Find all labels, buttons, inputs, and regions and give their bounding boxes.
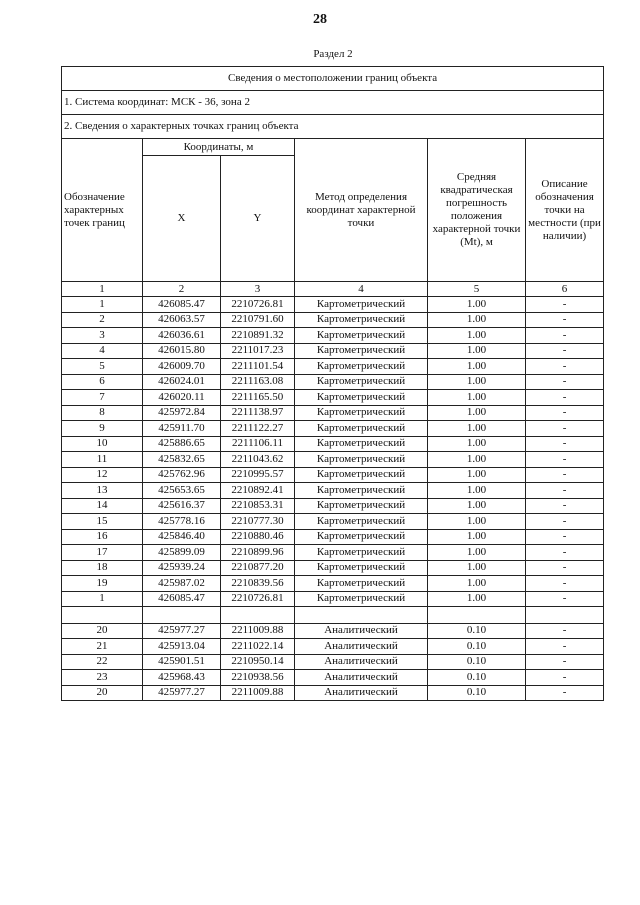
cell-point-number: 1 <box>62 297 143 313</box>
cell-description: - <box>526 421 604 437</box>
cell-mt: 0.10 <box>428 670 526 686</box>
cell-x: 425901.51 <box>143 654 221 670</box>
table-row <box>62 670 604 686</box>
cell-point-number: 5 <box>62 359 143 375</box>
cell-y: 2211009.88 <box>221 685 295 701</box>
cell-description: - <box>526 390 604 406</box>
cell-point-number: 6 <box>62 374 143 390</box>
cell-description: - <box>526 514 604 530</box>
cell-mt: 1.00 <box>428 452 526 468</box>
cell-method: Картометрический <box>295 483 428 499</box>
cell-description: - <box>526 623 604 639</box>
cell-x: 425977.27 <box>143 623 221 639</box>
cell-x: 425913.04 <box>143 639 221 655</box>
cell-x: 425616.37 <box>143 498 221 514</box>
cell-y: 2210853.31 <box>221 498 295 514</box>
table-row <box>62 623 604 639</box>
points-heading: 2. Сведения о характерных точках границ объекта <box>62 115 604 139</box>
cell-description: - <box>526 654 604 670</box>
header-coordinates: Координаты, м <box>143 139 295 156</box>
cell-method: Аналитический <box>295 670 428 686</box>
cell-method: Картометрический <box>295 467 428 483</box>
cell-mt: 1.00 <box>428 483 526 499</box>
cell-mt: 1.00 <box>428 328 526 344</box>
table-row <box>62 328 604 344</box>
table-row <box>62 390 604 406</box>
cell-method: Картометрический <box>295 328 428 344</box>
cell-description: - <box>526 576 604 592</box>
page-number: 28 <box>313 12 327 27</box>
cell-mt: 1.00 <box>428 421 526 437</box>
cell-y: 2210891.32 <box>221 328 295 344</box>
cell-x: 425939.24 <box>143 560 221 576</box>
cell-method: Картометрический <box>295 405 428 421</box>
cell-point-number: 23 <box>62 670 143 686</box>
cell-point-number: 17 <box>62 545 143 561</box>
blank-cell <box>62 607 143 624</box>
cell-description: - <box>526 467 604 483</box>
cell-mt: 1.00 <box>428 436 526 452</box>
header-x: X <box>143 156 221 282</box>
table-row <box>62 297 604 313</box>
table-row <box>62 576 604 592</box>
table-row <box>62 452 604 468</box>
cell-description: - <box>526 343 604 359</box>
boundary-points-table <box>61 66 604 701</box>
cell-description: - <box>526 452 604 468</box>
cell-x: 425987.02 <box>143 576 221 592</box>
cell-point-number: 20 <box>62 623 143 639</box>
cell-x: 425968.43 <box>143 670 221 686</box>
cell-method: Картометрический <box>295 297 428 313</box>
cell-point-number: 1 <box>62 591 143 607</box>
cell-point-number: 9 <box>62 421 143 437</box>
cell-description: - <box>526 312 604 328</box>
table-title-row <box>62 67 604 91</box>
cell-x: 426024.01 <box>143 374 221 390</box>
header-description: Описание обозначения точки на местности (при наличии) <box>526 139 604 282</box>
cell-mt: 1.00 <box>428 374 526 390</box>
cell-mt: 1.00 <box>428 560 526 576</box>
cell-x: 426063.57 <box>143 312 221 328</box>
cell-y: 2210791.60 <box>221 312 295 328</box>
cell-mt: 1.00 <box>428 297 526 313</box>
cell-description: - <box>526 639 604 655</box>
cell-description: - <box>526 685 604 701</box>
cell-x: 425972.84 <box>143 405 221 421</box>
cell-x: 425846.40 <box>143 529 221 545</box>
cell-x: 426020.11 <box>143 390 221 406</box>
cell-y: 2211122.27 <box>221 421 295 437</box>
table-row <box>62 514 604 530</box>
coord-system-row <box>62 91 604 115</box>
cell-y: 2210950.14 <box>221 654 295 670</box>
column-number: 4 <box>295 282 428 297</box>
cell-method: Аналитический <box>295 623 428 639</box>
cell-mt: 1.00 <box>428 591 526 607</box>
table-row <box>62 639 604 655</box>
cell-x: 425653.65 <box>143 483 221 499</box>
cell-method: Картометрический <box>295 560 428 576</box>
cell-y: 2211022.14 <box>221 639 295 655</box>
cell-description: - <box>526 560 604 576</box>
header-error: Средняя квадратическая погрешность положения характерной точки (Mt), м <box>428 139 526 282</box>
blank-cell <box>143 607 221 624</box>
cell-y: 2210938.56 <box>221 670 295 686</box>
cell-point-number: 21 <box>62 639 143 655</box>
cell-x: 425911.70 <box>143 421 221 437</box>
cell-method: Картометрический <box>295 374 428 390</box>
table-row <box>62 529 604 545</box>
table-row <box>62 312 604 328</box>
cell-mt: 0.10 <box>428 654 526 670</box>
cell-y: 2211106.11 <box>221 436 295 452</box>
table-row <box>62 343 604 359</box>
table-row <box>62 560 604 576</box>
table-row <box>62 405 604 421</box>
cell-mt: 1.00 <box>428 312 526 328</box>
cell-mt: 0.10 <box>428 639 526 655</box>
cell-mt: 1.00 <box>428 514 526 530</box>
cell-mt: 0.10 <box>428 685 526 701</box>
column-number: 3 <box>221 282 295 297</box>
table-row <box>62 545 604 561</box>
cell-y: 2210880.46 <box>221 529 295 545</box>
cell-point-number: 19 <box>62 576 143 592</box>
column-number: 2 <box>143 282 221 297</box>
table-row <box>62 359 604 375</box>
cell-point-number: 15 <box>62 514 143 530</box>
cell-point-number: 13 <box>62 483 143 499</box>
cell-method: Картометрический <box>295 359 428 375</box>
cell-y: 2210877.20 <box>221 560 295 576</box>
cell-x: 426009.70 <box>143 359 221 375</box>
cell-y: 2210892.41 <box>221 483 295 499</box>
cell-method: Аналитический <box>295 639 428 655</box>
cell-point-number: 10 <box>62 436 143 452</box>
cell-point-number: 7 <box>62 390 143 406</box>
cell-point-number: 3 <box>62 328 143 344</box>
cell-mt: 1.00 <box>428 359 526 375</box>
cell-method: Картометрический <box>295 312 428 328</box>
cell-point-number: 4 <box>62 343 143 359</box>
cell-mt: 1.00 <box>428 529 526 545</box>
header-row-top <box>62 139 604 156</box>
cell-y: 2210726.81 <box>221 297 295 313</box>
cell-description: - <box>526 328 604 344</box>
coord-system: 1. Система координат: МСК - 36, зона 2 <box>62 91 604 115</box>
cell-mt: 1.00 <box>428 467 526 483</box>
cell-point-number: 22 <box>62 654 143 670</box>
header-y: Y <box>221 156 295 282</box>
section-label: Раздел 2 <box>313 48 353 60</box>
cell-y: 2211017.23 <box>221 343 295 359</box>
cell-description: - <box>526 359 604 375</box>
cell-method: Картометрический <box>295 514 428 530</box>
cell-method: Картометрический <box>295 498 428 514</box>
cell-mt: 1.00 <box>428 545 526 561</box>
cell-x: 425778.16 <box>143 514 221 530</box>
cell-point-number: 8 <box>62 405 143 421</box>
cell-point-number: 11 <box>62 452 143 468</box>
cell-method: Картометрический <box>295 436 428 452</box>
cell-x: 426015.80 <box>143 343 221 359</box>
cell-x: 425977.27 <box>143 685 221 701</box>
cell-mt: 1.00 <box>428 343 526 359</box>
cell-y: 2211009.88 <box>221 623 295 639</box>
cell-y: 2211043.62 <box>221 452 295 468</box>
table-row <box>62 591 604 607</box>
cell-point-number: 16 <box>62 529 143 545</box>
cell-x: 426036.61 <box>143 328 221 344</box>
cell-point-number: 18 <box>62 560 143 576</box>
cell-y: 2211138.97 <box>221 405 295 421</box>
cell-method: Картометрический <box>295 452 428 468</box>
cell-point-number: 20 <box>62 685 143 701</box>
blank-separator-row <box>62 607 604 624</box>
cell-method: Аналитический <box>295 654 428 670</box>
cell-method: Картометрический <box>295 390 428 406</box>
table-row <box>62 436 604 452</box>
table-row <box>62 654 604 670</box>
cell-method: Картометрический <box>295 591 428 607</box>
table-row <box>62 421 604 437</box>
cell-method: Картометрический <box>295 529 428 545</box>
cell-method: Картометрический <box>295 421 428 437</box>
blank-cell <box>295 607 428 624</box>
cell-y: 2211101.54 <box>221 359 295 375</box>
cell-description: - <box>526 498 604 514</box>
header-method: Метод определения координат характерной точки <box>295 139 428 282</box>
cell-y: 2210899.96 <box>221 545 295 561</box>
column-number: 5 <box>428 282 526 297</box>
column-number: 6 <box>526 282 604 297</box>
cell-y: 2211163.08 <box>221 374 295 390</box>
cell-x: 426085.47 <box>143 591 221 607</box>
points-heading-row <box>62 115 604 139</box>
cell-x: 425886.65 <box>143 436 221 452</box>
cell-y: 2210995.57 <box>221 467 295 483</box>
blank-cell <box>526 607 604 624</box>
cell-mt: 1.00 <box>428 498 526 514</box>
blank-cell <box>428 607 526 624</box>
cell-description: - <box>526 529 604 545</box>
cell-method: Картометрический <box>295 545 428 561</box>
cell-description: - <box>526 297 604 313</box>
table-row <box>62 498 604 514</box>
cell-point-number: 2 <box>62 312 143 328</box>
cell-method: Картометрический <box>295 576 428 592</box>
cell-mt: 1.00 <box>428 405 526 421</box>
cell-description: - <box>526 483 604 499</box>
cell-mt: 1.00 <box>428 390 526 406</box>
cell-x: 425832.65 <box>143 452 221 468</box>
cell-y: 2211165.50 <box>221 390 295 406</box>
column-numbers-row <box>62 282 604 297</box>
cell-description: - <box>526 670 604 686</box>
cell-point-number: 14 <box>62 498 143 514</box>
cell-x: 426085.47 <box>143 297 221 313</box>
blank-cell <box>221 607 295 624</box>
header-point-designation: Обозначение характерных точек границ <box>62 139 143 282</box>
cell-y: 2210777.30 <box>221 514 295 530</box>
table-row <box>62 374 604 390</box>
cell-description: - <box>526 436 604 452</box>
cell-description: - <box>526 545 604 561</box>
table-title: Сведения о местоположении границ объекта <box>62 67 604 91</box>
cell-description: - <box>526 405 604 421</box>
cell-method: Картометрический <box>295 343 428 359</box>
table-row <box>62 483 604 499</box>
cell-point-number: 12 <box>62 467 143 483</box>
cell-method: Аналитический <box>295 685 428 701</box>
cell-description: - <box>526 374 604 390</box>
cell-y: 2210839.56 <box>221 576 295 592</box>
cell-description: - <box>526 591 604 607</box>
cell-mt: 1.00 <box>428 576 526 592</box>
table-row <box>62 467 604 483</box>
table-row <box>62 685 604 701</box>
cell-x: 425762.96 <box>143 467 221 483</box>
cell-mt: 0.10 <box>428 623 526 639</box>
column-number: 1 <box>62 282 143 297</box>
cell-x: 425899.09 <box>143 545 221 561</box>
cell-y: 2210726.81 <box>221 591 295 607</box>
